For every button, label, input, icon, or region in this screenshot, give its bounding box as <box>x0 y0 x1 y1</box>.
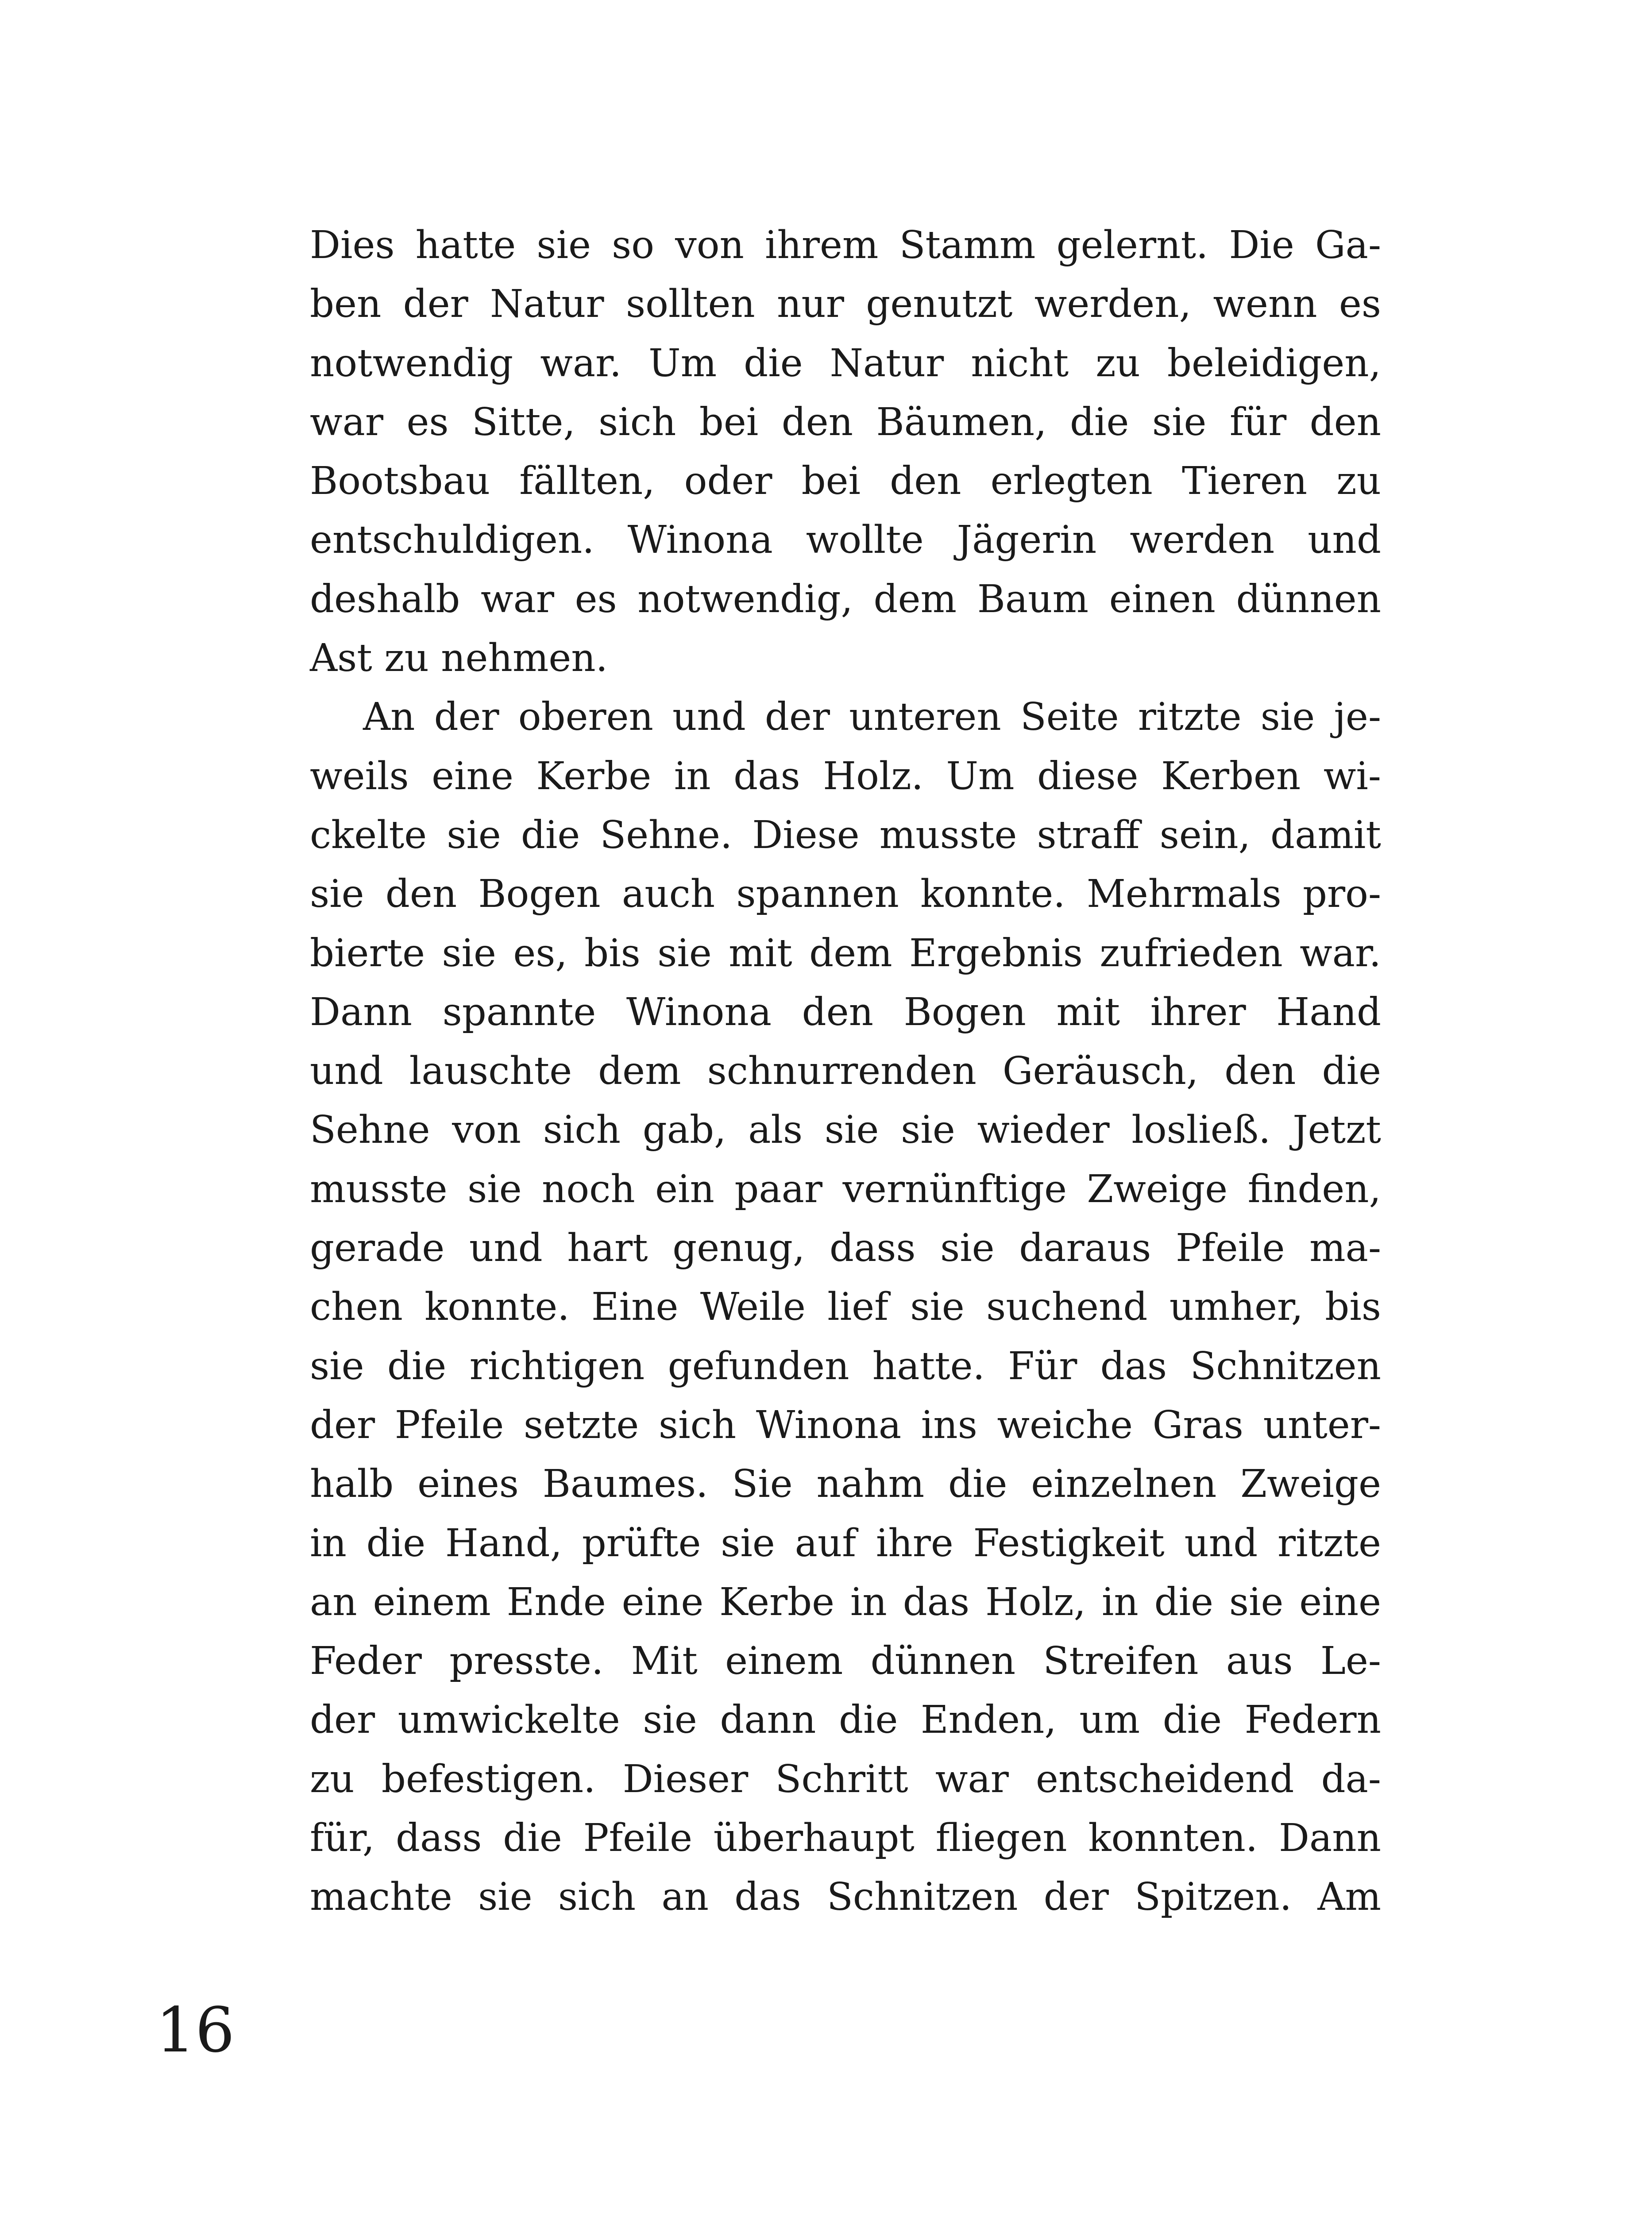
text-line: Sehne von sich gab, als sie sie wieder losließ. Jetzt <box>310 1108 1381 1153</box>
text-line: und lauschte dem schnurrenden Geräusch, den die <box>310 1049 1381 1094</box>
text-line: für, dass die Pfeile überhaupt fliegen konnten. Dann <box>310 1816 1381 1861</box>
text-line: sie den Bogen auch spannen konnte. Mehrmals pro- <box>310 872 1381 917</box>
text-line: an einem Ende eine Kerbe in das Holz, in die sie eine <box>310 1580 1381 1624</box>
text-line: der umwickelte sie dann die Enden, um die Federn <box>310 1698 1381 1743</box>
text-line: ckelte sie die Sehne. Diese musste straff sein, damit <box>310 813 1381 857</box>
text-line: An der oberen und der unteren Seite ritzte sie je- <box>363 695 1381 740</box>
text-line: Dann spannte Winona den Bogen mit ihrer Hand <box>310 990 1381 1034</box>
text-line: ben der Natur sollten nur genutzt werden, wenn es <box>310 282 1381 327</box>
body-text <box>310 216 1381 1927</box>
text-line: notwendig war. Um die Natur nicht zu beleidigen, <box>310 341 1381 386</box>
text-line: der Pfeile setzte sich Winona ins weiche Gras unter- <box>310 1403 1381 1447</box>
paragraph <box>310 688 1381 1927</box>
text-line: deshalb war es notwendig, dem Baum einen dünnen <box>310 577 1381 621</box>
paragraph <box>310 216 1381 688</box>
text-line: weils eine Kerbe in das Holz. Um diese Kerben wi- <box>310 754 1381 798</box>
text-line: gerade und hart genug, dass sie daraus Pfeile ma- <box>310 1226 1381 1271</box>
text-line: bierte sie es, bis sie mit dem Ergebnis zufrieden war. <box>310 931 1381 975</box>
text-line: Feder presste. Mit einem dünnen Streifen aus Le- <box>310 1639 1381 1684</box>
text-line: zu befestigen. Dieser Schritt war entscheidend da- <box>310 1757 1381 1801</box>
text-line: machte sie sich an das Schnitzen der Spitzen. Am <box>310 1875 1381 1920</box>
text-line: in die Hand, prüfte sie auf ihre Festigkeit und ritzte <box>310 1521 1381 1565</box>
page-number: 16 <box>156 1994 235 2066</box>
text-line: sie die richtigen gefunden hatte. Für das Schnitzen <box>310 1344 1381 1388</box>
text-line: halb eines Baumes. Sie nahm die einzelnen Zweige <box>310 1462 1381 1507</box>
text-line: Ast zu nehmen. <box>310 636 608 681</box>
text-line: Dies hatte sie so von ihrem Stamm gelernt. Die Ga- <box>310 223 1381 267</box>
text-line: entschuldigen. Winona wollte Jägerin werden und <box>310 518 1381 563</box>
text-line: war es Sitte, sich bei den Bäumen, die sie für den <box>310 400 1381 444</box>
text-line: Bootsbau fällten, oder bei den erlegten Tieren zu <box>310 459 1381 504</box>
text-line: chen konnte. Eine Weile lief sie suchend umher, bis <box>310 1285 1381 1330</box>
text-line: musste sie noch ein paar vernünftige Zweige finden, <box>310 1167 1381 1211</box>
